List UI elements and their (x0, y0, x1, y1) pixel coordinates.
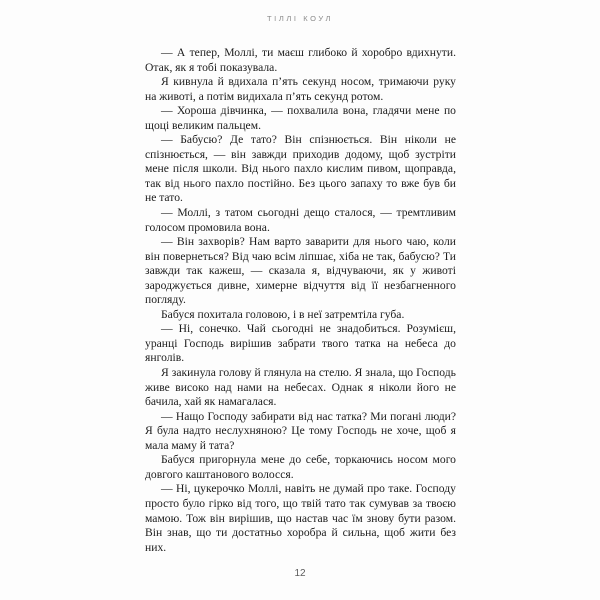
body-paragraph: — Хороша дівчинка, — похвалила вона, гладячи мене по щоці великим пальцем. (145, 104, 456, 132)
body-paragraph: — Ні, цукерочко Моллі, навіть не думай про таке. Господу просто було гірко від того, що твій тато так сумував за твоєю мамою. Тож він вирішив, що настав час їм знову бути разом. Він знав, що ти достатньо хоробра й сильна, щоб жити без них. (145, 482, 456, 554)
body-paragraph: — Він захворів? Нам варто заварити для нього чаю, коли він повернеться? Від чаю всім ліпшає, хіба не так, бабусю? Ти завжди так кажеш, — сказала я, відчуваючи, як у животі зароджується дивне, химерне відчуття від її незбагненного погляду. (145, 235, 456, 307)
body-paragraph: Я кивнула й вдихала п’ять секунд носом, тримаючи руку на животі, а потім видихала п’ять секунд ротом. (145, 75, 456, 103)
body-text-block (145, 46, 456, 555)
body-paragraph: — Бабусю? Де тато? Він спізнюється. Він ніколи не спізнюється, — він завжди приходив додому, щоб зустріти мене після школи. Від нього пахло кислим пивом, щоправда, так від нього пахло постійно. Без цього запаху то вже був би не тато. (145, 133, 456, 205)
body-paragraph: Бабуся похитала головою, і в неї затремтіла губа. (161, 307, 405, 321)
body-paragraph: — Моллі, з татом сьогодні дещо сталося, — тремтливим голосом промовила вона. (145, 206, 456, 234)
body-paragraph: Бабуся пригорнула мене до себе, торкаючись носом мого довгого каштанового волосся. (145, 453, 456, 481)
body-paragraph: — Ні, сонечко. Чай сьогодні не знадобиться. Розумієш, уранці Господь вирішив забрати твого татка на небеса до янголів. (145, 322, 456, 365)
body-paragraph: — Нащо Господу забирати від нас татка? Ми погані люди? Я була надто неслухняною? Це тому Господь не хоче, щоб я мала маму й тата? (145, 409, 456, 452)
page-number: 12 (294, 568, 306, 579)
running-head: ТІЛЛІ КОУЛ (266, 14, 334, 23)
body-paragraph: Я закинула голову й глянула на стелю. Я знала, що Господь живе високо над нами на небесах. Однак я ніколи його не бачила, хай як намагалася. (145, 366, 456, 409)
body-paragraph: — А тепер, Моллі, ти маєш глибоко й хоробро вдихнути. Отак, як я тобі показувала. (145, 46, 456, 74)
